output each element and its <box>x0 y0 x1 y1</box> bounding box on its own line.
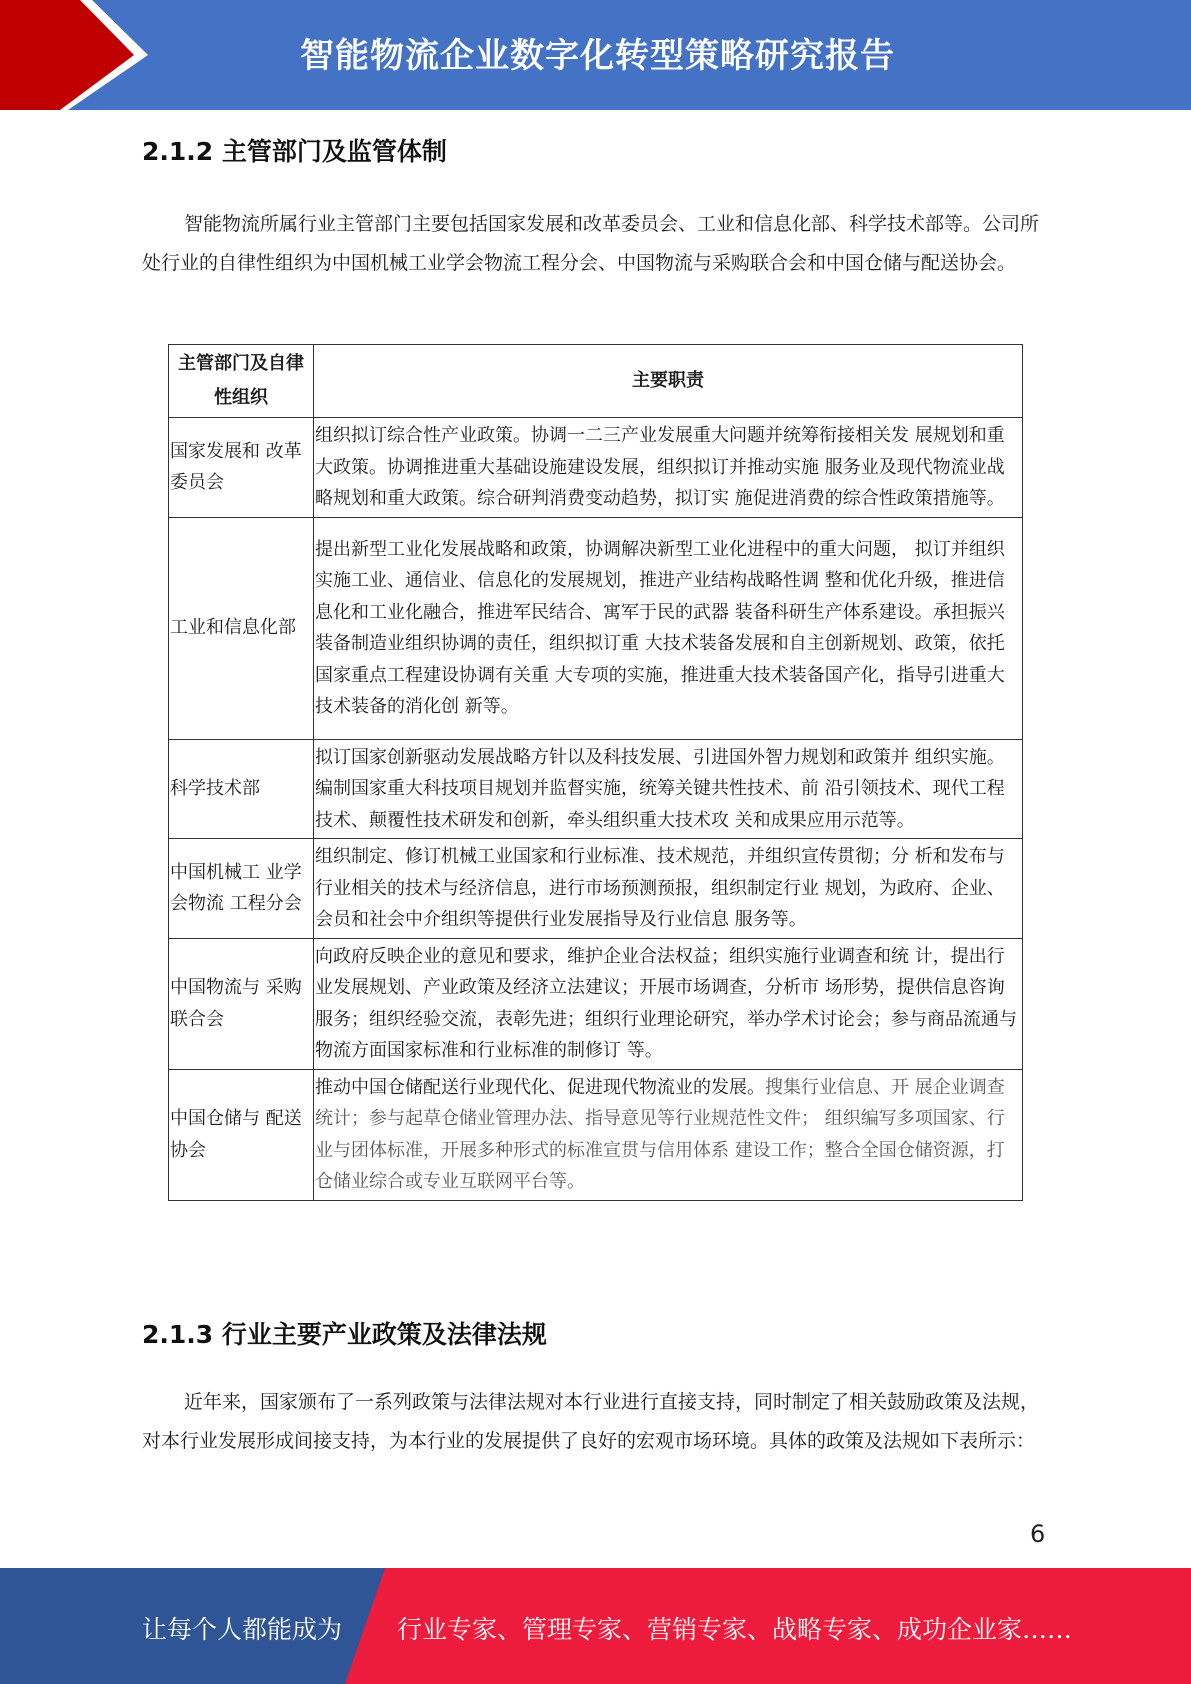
duty-cell: 向政府反映企业的意见和要求，维护企业合法权益；组织实施行业调查和统 计，提出行业发展规划、产业政策及经济立法建议；开展市场调查，分析市 场形势，提供信息咨询服务；组织经验交流，表彰先进；组织行业理论研究，举办学术讨论会；参与商品流通与物流方面国家标准和行业标准的制修订 等。 <box>314 938 1023 1069</box>
table-header-org: 主管部门及自律性组织 <box>169 345 314 418</box>
report-title: 智能物流企业数字化转型策略研究报告 <box>300 36 895 76</box>
org-cell: 工业和信息化部 <box>169 517 314 739</box>
table-row <box>169 418 1023 518</box>
duty-cell: 拟订国家创新驱动发展战略方针以及科技发展、引进国外智力规划和政策并 组织实施。编制国家重大科技项目规划并监督实施，统筹关键共性技术、前 沿引领技术、现代工程技术、颠覆性技术研发和创新，牵头组织重大技术攻 关和成果应用示范等。 <box>314 739 1023 839</box>
duty-cell: 组织制定、修订机械工业国家和行业标准、技术规范，并组织宣传贯彻；分 析和发布与行业相关的技术与经济信息，进行市场预测预报，组织制定行业 规划，为政府、企业、会员和社会中介组织等提供行业发展指导及行业信息 服务等。 <box>314 839 1023 939</box>
org-cell: 中国仓储与 配送协会 <box>169 1069 314 1200</box>
duty-cell <box>314 1069 1023 1200</box>
table-row <box>169 1069 1023 1200</box>
table-row <box>169 839 1023 939</box>
section-paragraph-policy: 近年来，国家颁布了一系列政策与法律法规对本行业进行直接支持，同时制定了相关鼓励政策及法规，对本行业发展形成间接支持，为本行业的发展提供了良好的宏观市场环境。具体的政策及法规如下表所示： <box>142 1391 1040 1452</box>
org-cell: 国家发展和 改革委员会 <box>169 418 314 518</box>
page-footer <box>0 1568 1191 1684</box>
duty-cell: 提出新型工业化发展战略和政策，协调解决新型工业化进程中的重大问题， 拟订并组织实施工业、通信业、信息化的发展规划，推进产业结构战略性调 整和优化升级，推进信息化和工业化融合，推进军民结合、寓军于民的武器 装备科研生产体系建设。承担振兴装备制造业组织协调的责任，组织拟订重 大技术装备发展和自主创新规划、政策，依托国家重点工程建设协调有关重 大专项的实施，推进重大技术装备国产化，指导引进重大技术装备的消化创 新等。 <box>314 517 1023 739</box>
footer-slogan-right: 行业专家、管理专家、营销专家、战略专家、成功企业家…… <box>397 1615 1073 1644</box>
table-row <box>169 938 1023 1069</box>
table-row <box>169 739 1023 839</box>
table-header-duty: 主要职责 <box>314 345 1023 418</box>
page-number: 6 <box>1030 1520 1046 1548</box>
section-heading-2-1-3: 2.1.3 行业主要产业政策及法律法规 <box>142 1320 547 1349</box>
duty-cell: 组织拟订综合性产业政策。协调一二三产业发展重大问题并统筹衔接相关发 展规划和重大政策。协调推进重大基础设施建设发展，组织拟订并推动实施 服务业及现代物流业战略规划和重大政策。综合研判消费变动趋势，拟订实 施促进消费的综合性政策措施等。 <box>314 418 1023 518</box>
table-header-row <box>169 345 1023 418</box>
duty-text-grey: 搜集行业信息、开 展企业调查统计；参与起草仓储业管理办法、指导意见等行业规范性文件； 组织编写多项国家、行业与团体标准，开展多种形式的标准宣贯与信用体系 建设工作；整合全国仓储资源，打仓储业综合或专业互联网平台等。 <box>315 1076 1005 1192</box>
section-heading-2-1-2: 2.1.2 主管部门及监管体制 <box>142 137 447 166</box>
org-cell: 科学技术部 <box>169 739 314 839</box>
section-paragraph-intro: 智能物流所属行业主管部门主要包括国家发展和改革委员会、工业和信息化部、科学技术部等。公司所处行业的自律性组织为中国机械工业学会物流工程分会、中国物流与采购联合会和中国仓储与配送协会。 <box>142 213 1040 274</box>
regulatory-bodies-table <box>168 344 1023 1201</box>
footer-slogan-left: 让每个人都能成为 <box>142 1615 343 1644</box>
table-row <box>169 517 1023 739</box>
duty-text: 推动中国仓储配送行业现代化、促进现代物流业的发展。 <box>315 1076 765 1098</box>
org-cell: 中国机械工 业学会物流 工程分会 <box>169 839 314 939</box>
page-header <box>0 0 1191 110</box>
org-cell: 中国物流与 采购联合会 <box>169 938 314 1069</box>
